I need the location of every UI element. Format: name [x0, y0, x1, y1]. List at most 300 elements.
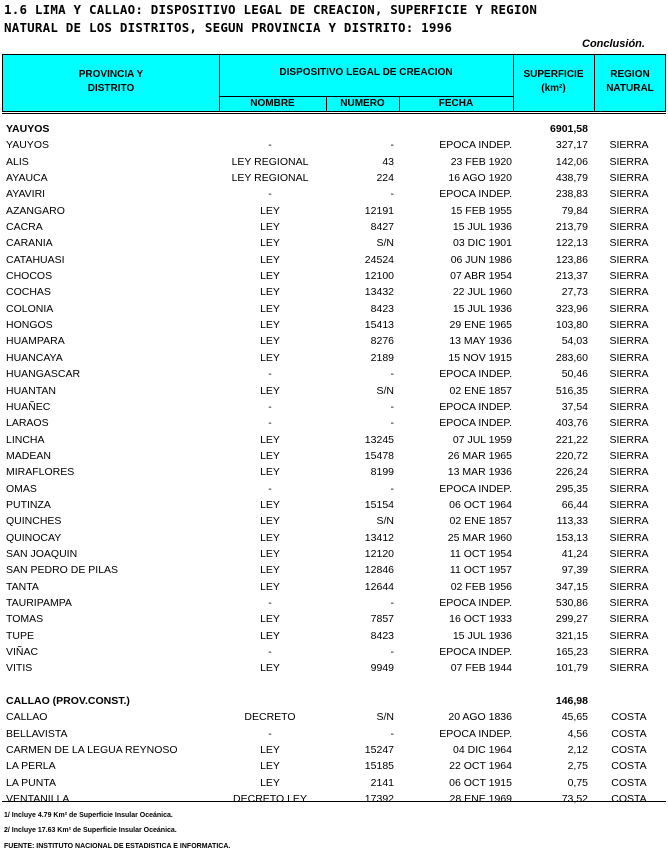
- district-name: QUINOCAY: [6, 531, 62, 544]
- region-natural: SIERRA: [609, 613, 649, 626]
- dispositivo-nombre: LEY: [260, 204, 280, 217]
- dispositivo-numero: 8423: [370, 302, 394, 315]
- superficie-value: 213,37: [555, 270, 588, 283]
- region-natural: COSTA: [611, 776, 647, 789]
- superficie-value: 299,27: [555, 613, 588, 626]
- superficie-value: 101,79: [555, 662, 588, 675]
- superficie-value: 327,17: [555, 139, 588, 152]
- superficie-value: 165,23: [555, 646, 588, 658]
- district-name: SAN PEDRO DE PILAS: [6, 564, 119, 577]
- table-row: [0, 236, 668, 252]
- header-nombre: NOMBRE: [250, 98, 295, 109]
- dispositivo-nombre: -: [268, 727, 272, 740]
- table-row: [0, 710, 668, 726]
- region-natural: SIERRA: [609, 302, 649, 315]
- district-name: HUAMPARA: [6, 335, 65, 348]
- dispositivo-nombre: LEY: [260, 744, 280, 757]
- table-row: [0, 776, 668, 792]
- superficie-value: 6901,58: [550, 123, 588, 135]
- dispositivo-nombre: LEY: [260, 515, 280, 528]
- dispositivo-numero: -: [390, 646, 394, 658]
- district-name: CALLAO: [6, 711, 48, 724]
- dispositivo-fecha: 29 ENE 1965: [449, 319, 512, 332]
- dispositivo-nombre: -: [268, 368, 272, 381]
- dispositivo-nombre: DECRETO: [244, 711, 296, 724]
- dispositivo-numero: 2189: [370, 351, 394, 364]
- header-provincia: [3, 61, 219, 103]
- superficie-value: 0,75: [567, 776, 588, 789]
- province-row: [0, 122, 668, 138]
- superficie-value: 321,15: [555, 629, 588, 642]
- dispositivo-fecha: EPOCA INDEP.: [439, 368, 512, 381]
- superficie-value: 403,76: [555, 417, 588, 430]
- dispositivo-fecha: 15 NOV 1915: [448, 351, 512, 364]
- superficie-value: 79,84: [561, 204, 588, 217]
- table-bottom-rule: [2, 801, 666, 802]
- table-row: [0, 269, 668, 285]
- dispositivo-numero: 15413: [364, 319, 394, 332]
- dispositivo-numero: S/N: [376, 237, 394, 250]
- dispositivo-numero: 8423: [370, 629, 394, 642]
- province-row: [0, 694, 668, 710]
- district-name: SAN JOAQUIN: [6, 547, 78, 560]
- district-name: CARANIA: [6, 237, 53, 250]
- dispositivo-fecha: 15 JUL 1936: [452, 221, 512, 234]
- dispositivo-numero: -: [390, 139, 394, 152]
- dispositivo-numero: S/N: [376, 384, 394, 397]
- dispositivo-nombre: -: [268, 417, 272, 430]
- region-natural: SIERRA: [609, 547, 649, 560]
- dispositivo-numero: 8199: [370, 466, 394, 479]
- dispositivo-nombre: LEY: [260, 221, 280, 234]
- region-natural: SIERRA: [609, 449, 649, 462]
- superficie-value: 153,13: [555, 531, 588, 544]
- district-name: TUPE: [6, 629, 35, 642]
- superficie-value: 146,98: [555, 695, 588, 708]
- header-superficie-line-2: (km²): [541, 83, 566, 94]
- footnote-2: 2/ Incluye 17.63 Km² de Superficie Insular Oceánica.: [4, 827, 177, 834]
- table-row: [0, 302, 668, 318]
- dispositivo-fecha: 06 OCT 1964: [449, 498, 512, 511]
- table-row: [0, 416, 668, 432]
- district-name: PUTINZA: [6, 498, 51, 511]
- region-natural: SIERRA: [609, 417, 649, 430]
- dispositivo-fecha: 15 JUL 1936: [452, 629, 512, 642]
- dispositivo-numero: -: [390, 596, 394, 609]
- region-natural: SIERRA: [609, 139, 649, 152]
- dispositivo-numero: 24524: [364, 253, 394, 266]
- dispositivo-nombre: LEY: [260, 466, 280, 479]
- district-name: HUANCAYA: [6, 351, 63, 364]
- dispositivo-numero: 7857: [370, 613, 394, 626]
- superficie-value: 113,33: [556, 515, 588, 528]
- region-natural: COSTA: [611, 727, 647, 740]
- dispositivo-nombre: LEY: [260, 776, 280, 789]
- region-natural: SIERRA: [609, 270, 649, 283]
- dispositivo-nombre: LEY: [260, 498, 280, 511]
- dispositivo-numero: -: [390, 417, 394, 430]
- table-row: [0, 367, 668, 383]
- footnote-1: 1/ Incluye 4.79 Km² de Superficie Insular Oceánica.: [4, 812, 173, 819]
- district-name: LA PERLA: [6, 760, 56, 773]
- dispositivo-fecha: 07 JUL 1959: [452, 433, 512, 446]
- region-natural: SIERRA: [609, 564, 649, 577]
- district-name: CATAHUASI: [6, 253, 65, 266]
- dispositivo-numero: 13412: [364, 531, 394, 544]
- conclusion-label: Conclusión.: [582, 38, 645, 50]
- district-name: TOMAS: [6, 613, 44, 626]
- superficie-value: 221,22: [555, 433, 588, 446]
- table-row: [0, 531, 668, 547]
- dispositivo-numero: 12846: [364, 564, 394, 577]
- superficie-value: 220,72: [555, 449, 588, 462]
- region-natural: SIERRA: [609, 286, 649, 299]
- dispositivo-numero: -: [390, 368, 394, 381]
- table-row: [0, 433, 668, 449]
- superficie-value: 41,24: [561, 547, 588, 560]
- header-provincia-line-2: DISTRITO: [87, 83, 135, 94]
- table-row: [0, 220, 668, 236]
- dispositivo-numero: 12644: [364, 580, 394, 593]
- district-name: ALIS: [6, 155, 29, 168]
- superficie-value: 347,15: [555, 580, 588, 593]
- table-header: [2, 54, 666, 112]
- region-natural: SIERRA: [609, 188, 649, 201]
- dispositivo-numero: S/N: [376, 711, 394, 724]
- district-name: LARAOS: [6, 417, 49, 430]
- superficie-value: 4,56: [567, 727, 588, 740]
- district-name: COCHAS: [6, 286, 51, 299]
- dispositivo-nombre: LEY: [260, 351, 280, 364]
- dispositivo-fecha: 28 ENE 1969: [449, 793, 512, 806]
- header-dispositivo: DISPOSITIVO LEGAL DE CREACION: [279, 67, 453, 78]
- dispositivo-numero: 13432: [364, 286, 394, 299]
- table-row: [0, 285, 668, 301]
- dispositivo-nombre: LEY: [260, 662, 280, 675]
- dispositivo-nombre: LEY: [260, 531, 280, 544]
- dispositivo-fecha: EPOCA INDEP.: [439, 417, 512, 430]
- dispositivo-fecha: 23 FEB 1920: [450, 155, 512, 168]
- superficie-value: 438,79: [555, 172, 588, 185]
- dispositivo-nombre: DECRETO LEY: [233, 793, 307, 806]
- dispositivo-numero: 224: [376, 172, 394, 185]
- region-natural: SIERRA: [609, 335, 649, 348]
- superficie-value: 238,83: [555, 188, 588, 201]
- dispositivo-numero: 9949: [370, 662, 394, 675]
- dispositivo-numero: -: [390, 400, 394, 413]
- dispositivo-fecha: 15 FEB 1955: [450, 204, 512, 217]
- district-name: QUINCHES: [6, 515, 62, 528]
- district-name: AZANGARO: [6, 204, 65, 217]
- dispositivo-fecha: 22 OCT 1964: [449, 760, 512, 773]
- superficie-value: 50,46: [561, 368, 588, 381]
- header-fecha: FECHA: [438, 98, 474, 109]
- dispositivo-numero: 12191: [364, 204, 394, 217]
- table-row: [0, 612, 668, 628]
- table-row: [0, 580, 668, 596]
- dispositivo-nombre: LEY: [260, 335, 280, 348]
- table-row: [0, 138, 668, 154]
- superficie-value: 2,75: [567, 760, 588, 773]
- table-row: [0, 384, 668, 400]
- header-provincia-line-1: PROVINCIA Y: [78, 69, 144, 80]
- table-row: [0, 727, 668, 743]
- dispositivo-numero: S/N: [376, 515, 394, 528]
- dispositivo-numero: 12120: [364, 547, 394, 560]
- dispositivo-fecha: 16 OCT 1933: [449, 613, 512, 626]
- district-name: HUANTAN: [6, 384, 56, 397]
- dispositivo-numero: 15154: [364, 498, 394, 511]
- dispositivo-nombre: -: [268, 139, 272, 152]
- table-row: [0, 187, 668, 203]
- district-name: VITIS: [6, 662, 33, 675]
- table-row: [0, 645, 668, 661]
- superficie-value: 530,86: [555, 596, 588, 609]
- dispositivo-nombre: -: [268, 188, 272, 201]
- district-name: MADEAN: [6, 449, 51, 462]
- dispositivo-fecha: 15 JUL 1936: [452, 302, 512, 315]
- table-row: [0, 563, 668, 579]
- district-name: LINCHA: [6, 433, 45, 446]
- table-spacer: [0, 678, 668, 694]
- table-row: [0, 661, 668, 677]
- district-name: AYAUCA: [6, 172, 48, 185]
- region-natural: SIERRA: [609, 155, 649, 168]
- table-row: [0, 400, 668, 416]
- region-natural: SIERRA: [609, 580, 649, 593]
- header-region-line-2: NATURAL: [606, 83, 654, 94]
- table-row: [0, 547, 668, 563]
- dispositivo-nombre: LEY: [260, 629, 280, 642]
- table-row: [0, 318, 668, 334]
- dispositivo-fecha: 02 ENE 1857: [449, 515, 512, 528]
- dispositivo-nombre: LEY: [260, 564, 280, 577]
- superficie-value: 2,12: [567, 744, 588, 757]
- table-row: [0, 171, 668, 187]
- superficie-value: 226,24: [555, 466, 588, 479]
- dispositivo-fecha: 02 ENE 1857: [449, 384, 512, 397]
- superficie-value: 97,39: [561, 564, 588, 577]
- dispositivo-fecha: 06 JUN 1986: [450, 253, 512, 266]
- dispositivo-nombre: -: [268, 596, 272, 609]
- dispositivo-fecha: 06 OCT 1915: [449, 776, 512, 789]
- dispositivo-fecha: EPOCA INDEP.: [439, 482, 512, 495]
- dispositivo-fecha: 03 DIC 1901: [453, 237, 512, 250]
- superficie-value: 66,44: [561, 498, 588, 511]
- table-row: [0, 155, 668, 171]
- district-name: CHOCOS: [6, 270, 53, 283]
- table-row: [0, 482, 668, 498]
- superficie-value: 142,06: [555, 155, 588, 168]
- dispositivo-fecha: EPOCA INDEP.: [439, 727, 512, 740]
- dispositivo-nombre: LEY: [260, 253, 280, 266]
- dispositivo-fecha: 22 JUL 1960: [452, 286, 512, 299]
- table-row: [0, 465, 668, 481]
- dispositivo-nombre: LEY: [260, 286, 280, 299]
- superficie-value: 323,96: [555, 302, 588, 315]
- dispositivo-numero: 15478: [364, 449, 394, 462]
- district-name: HONGOS: [6, 319, 53, 332]
- dispositivo-numero: -: [390, 727, 394, 740]
- region-natural: SIERRA: [609, 368, 649, 381]
- dispositivo-fecha: 26 MAR 1965: [447, 449, 512, 462]
- district-name: TAURIPAMPA: [6, 596, 72, 609]
- dispositivo-numero: 15185: [364, 760, 394, 773]
- dispositivo-nombre: LEY REGIONAL: [231, 155, 309, 168]
- district-name: HUANGASCAR: [6, 368, 81, 381]
- header-bottom-rule: [2, 113, 666, 114]
- table-row: [0, 449, 668, 465]
- table-row: [0, 334, 668, 350]
- header-region: [594, 61, 666, 103]
- dispositivo-numero: 2141: [370, 776, 394, 789]
- dispositivo-fecha: EPOCA INDEP.: [439, 646, 512, 658]
- district-name: CARMEN DE LA LEGUA REYNOSO: [6, 744, 178, 757]
- dispositivo-fecha: EPOCA INDEP.: [439, 188, 512, 201]
- region-natural: SIERRA: [609, 433, 649, 446]
- table-body: [0, 122, 668, 808]
- region-natural: SIERRA: [609, 629, 649, 642]
- region-natural: SIERRA: [609, 466, 649, 479]
- region-natural: SIERRA: [609, 482, 649, 495]
- dispositivo-nombre: LEY REGIONAL: [231, 172, 309, 185]
- region-natural: SIERRA: [609, 204, 649, 217]
- dispositivo-nombre: LEY: [260, 270, 280, 283]
- dispositivo-fecha: 16 AGO 1920: [448, 172, 512, 185]
- dispositivo-nombre: LEY: [260, 237, 280, 250]
- district-name: OMAS: [6, 482, 37, 495]
- district-name: CALLAO (PROV.CONST.): [6, 695, 130, 708]
- dispositivo-fecha: 13 MAY 1936: [449, 335, 512, 348]
- dispositivo-numero: 12100: [364, 270, 394, 283]
- dispositivo-numero: 15247: [364, 744, 394, 757]
- superficie-value: 27,73: [561, 286, 588, 299]
- superficie-value: 45,65: [561, 711, 588, 724]
- region-natural: COSTA: [611, 760, 647, 773]
- dispositivo-nombre: LEY: [260, 449, 280, 462]
- dispositivo-nombre: LEY: [260, 384, 280, 397]
- dispositivo-nombre: LEY: [260, 302, 280, 315]
- dispositivo-numero: 43: [382, 155, 394, 168]
- dispositivo-fecha: 25 MAR 1960: [447, 531, 512, 544]
- dispositivo-numero: 8276: [370, 335, 394, 348]
- region-natural: SIERRA: [609, 351, 649, 364]
- region-natural: SIERRA: [609, 237, 649, 250]
- dispositivo-fecha: 13 MAR 1936: [447, 466, 512, 479]
- region-natural: SIERRA: [609, 319, 649, 332]
- table-row: [0, 514, 668, 530]
- dispositivo-numero: -: [390, 482, 394, 495]
- dispositivo-fecha: EPOCA INDEP.: [439, 400, 512, 413]
- region-natural: SIERRA: [609, 531, 649, 544]
- region-natural: SIERRA: [609, 172, 649, 185]
- dispositivo-nombre: LEY: [260, 613, 280, 626]
- dispositivo-fecha: 07 ABR 1954: [450, 270, 512, 283]
- region-natural: SIERRA: [609, 384, 649, 397]
- district-name: YAUYOS: [6, 123, 50, 135]
- dispositivo-numero: 17392: [364, 793, 394, 806]
- table-title-line-1: 1.6 LIMA Y CALLAO: DISPOSITIVO LEGAL DE CREACION, SUPERFICIE Y REGION: [4, 2, 538, 17]
- dispositivo-fecha: 11 OCT 1957: [449, 564, 512, 577]
- district-name: AYAVIRI: [6, 188, 46, 201]
- dispositivo-fecha: 11 OCT 1954: [449, 547, 512, 560]
- dispositivo-numero: -: [390, 188, 394, 201]
- region-natural: SIERRA: [609, 221, 649, 234]
- district-name: YAUYOS: [6, 139, 49, 152]
- dispositivo-fecha: EPOCA INDEP.: [439, 596, 512, 609]
- table-title-line-2: NATURAL DE LOS DISTRITOS, SEGUN PROVINCIA Y DISTRITO: 1996: [4, 20, 453, 35]
- header-numero: NUMERO: [340, 98, 385, 109]
- superficie-value: 122,13: [555, 237, 588, 250]
- district-name: COLONIA: [6, 302, 54, 315]
- table-row: [0, 759, 668, 775]
- region-natural: SIERRA: [609, 646, 649, 658]
- district-name: VENTANILLA: [6, 793, 70, 806]
- table-row: [0, 351, 668, 367]
- district-name: TANTA: [6, 580, 39, 593]
- table-row: [0, 629, 668, 645]
- dispositivo-nombre: -: [268, 400, 272, 413]
- dispositivo-fecha: 02 FEB 1956: [450, 580, 512, 593]
- dispositivo-nombre: LEY: [260, 547, 280, 560]
- region-natural: SIERRA: [609, 253, 649, 266]
- superficie-value: 54,03: [561, 335, 588, 348]
- superficie-value: 295,35: [555, 482, 588, 495]
- superficie-value: 73,52: [561, 793, 588, 806]
- superficie-value: 103,80: [555, 319, 588, 332]
- region-natural: SIERRA: [609, 596, 649, 609]
- region-natural: SIERRA: [609, 662, 649, 675]
- district-name: BELLAVISTA: [6, 727, 68, 740]
- dispositivo-nombre: LEY: [260, 433, 280, 446]
- superficie-value: 516,35: [555, 384, 588, 397]
- district-name: VIÑAC: [6, 646, 39, 658]
- region-natural: SIERRA: [609, 515, 649, 528]
- table-row: [0, 204, 668, 220]
- dispositivo-fecha: 07 FEB 1944: [450, 662, 512, 675]
- district-name: CACRA: [6, 221, 43, 234]
- dispositivo-nombre: -: [268, 482, 272, 495]
- table-row: [0, 596, 668, 612]
- header-region-line-1: REGION: [610, 69, 650, 80]
- district-name: MIRAFLORES: [6, 466, 75, 479]
- header-superficie: [513, 61, 594, 103]
- region-natural: COSTA: [611, 744, 647, 757]
- dispositivo-nombre: -: [268, 646, 272, 658]
- dispositivo-fecha: 04 DIC 1964: [453, 744, 512, 757]
- region-natural: SIERRA: [609, 498, 649, 511]
- region-natural: COSTA: [611, 711, 647, 724]
- superficie-value: 123,86: [555, 253, 588, 266]
- dispositivo-nombre: LEY: [260, 760, 280, 773]
- dispositivo-numero: 8427: [370, 221, 394, 234]
- source-note: FUENTE: INSTITUTO NACIONAL DE ESTADISTICA E INFORMATICA.: [4, 843, 231, 850]
- dispositivo-fecha: 20 AGO 1836: [448, 711, 512, 724]
- table-row: [0, 253, 668, 269]
- superficie-value: 213,79: [555, 221, 588, 234]
- district-name: LA PUNTA: [6, 776, 56, 789]
- table-row: [0, 498, 668, 514]
- region-natural: SIERRA: [609, 400, 649, 413]
- district-name: HUAÑEC: [6, 400, 51, 413]
- dispositivo-nombre: LEY: [260, 319, 280, 332]
- superficie-value: 37,54: [561, 400, 588, 413]
- dispositivo-numero: 13245: [364, 433, 394, 446]
- table-row: [0, 743, 668, 759]
- superficie-value: 283,60: [555, 351, 588, 364]
- region-natural: COSTA: [611, 793, 647, 806]
- dispositivo-nombre: LEY: [260, 580, 280, 593]
